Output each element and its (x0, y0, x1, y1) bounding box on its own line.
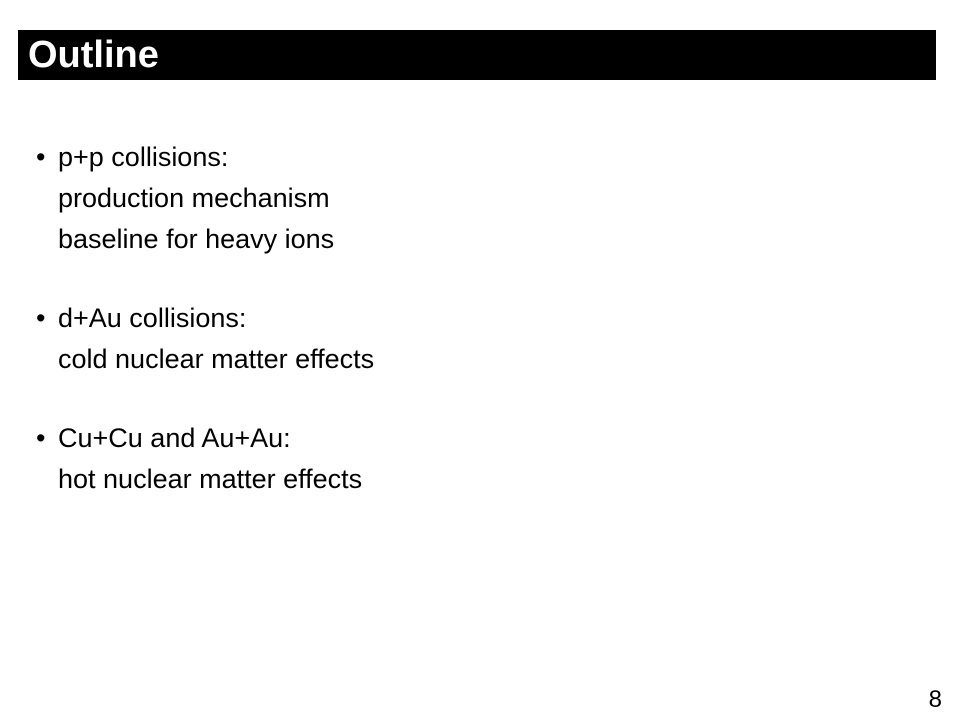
bullet-item (36, 418, 896, 500)
slide-title: Outline (28, 34, 159, 76)
bullet-item (36, 298, 896, 380)
bullet-subline: baseline for heavy ions (58, 224, 335, 254)
bullet-heading: Cu+Cu and Au+Au: (58, 423, 291, 453)
bullet-subline: production mechanism (58, 183, 330, 213)
title-bar (18, 30, 936, 80)
bullet-list (36, 137, 896, 538)
bullet-marker: • (36, 423, 46, 453)
bullet-marker: • (36, 303, 46, 333)
bullet-item (36, 137, 896, 260)
bullet-heading: d+Au collisions: (58, 303, 247, 333)
bullet-marker: • (36, 142, 46, 172)
bullet-subline: hot nuclear matter effects (58, 464, 363, 494)
bullet-heading: p+p collisions: (58, 142, 229, 172)
bullet-subline: cold nuclear matter effects (58, 344, 375, 374)
page-number: 8 (928, 686, 942, 713)
